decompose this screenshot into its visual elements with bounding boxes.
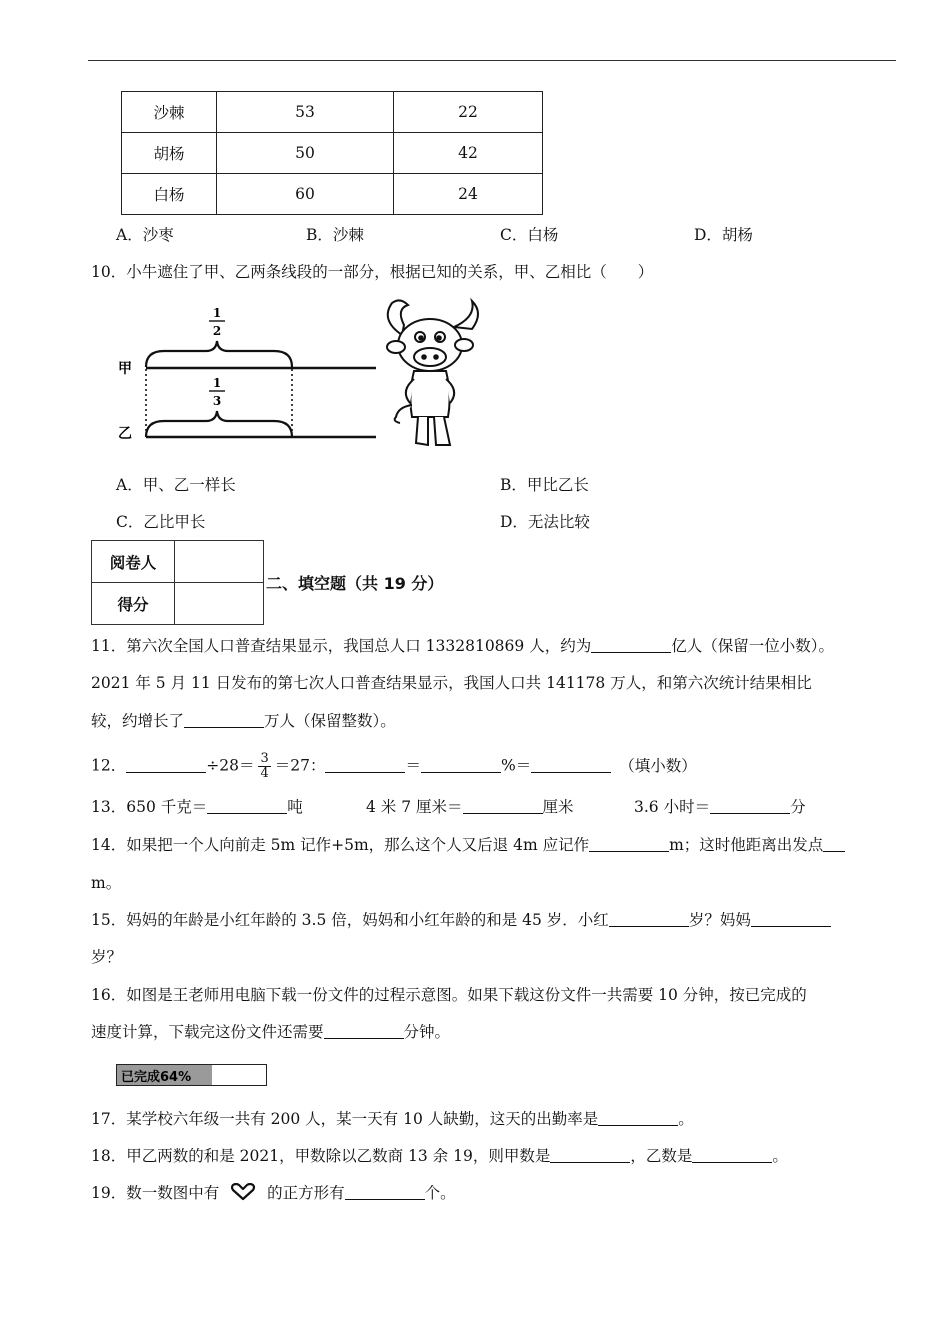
answer-blank[interactable] — [589, 835, 669, 852]
q13-text: 吨 — [287, 798, 303, 816]
q18-text: ，乙数是 — [630, 1147, 693, 1165]
answer-blank[interactable] — [823, 835, 845, 852]
q11-text: 较，约增长了 — [91, 712, 185, 730]
q12-text: ＝27： — [274, 756, 326, 775]
table-cell-value-b: 22 — [394, 92, 543, 133]
table-cell-name: 胡杨 — [122, 133, 217, 174]
answer-blank[interactable] — [591, 636, 671, 653]
answer-blank[interactable] — [710, 797, 790, 814]
q13-text: 4 米 7 厘米＝ — [366, 798, 463, 816]
q10-option-c[interactable]: C．乙比甲长 — [116, 513, 206, 531]
progress-label: 已完成64% — [121, 1070, 192, 1085]
brace-bottom — [146, 411, 292, 437]
answer-blank[interactable] — [421, 756, 501, 773]
q17-line — [91, 1108, 694, 1130]
header-rule — [88, 60, 896, 61]
answer-blank[interactable] — [345, 1183, 425, 1200]
q19-line — [91, 1182, 456, 1204]
q14-line2: m。 — [91, 874, 122, 892]
q19-text: 个。 — [424, 1184, 456, 1202]
table-row — [122, 133, 543, 174]
table-cell-value-a: 60 — [217, 174, 394, 215]
q16-line2 — [91, 1021, 450, 1043]
q10-option-d[interactable]: D．无法比较 — [500, 513, 590, 531]
section-title: 二、填空题（共 19 分） — [266, 574, 444, 593]
q9-option-c[interactable]: C．白杨 — [500, 226, 559, 244]
q11-text: 11．第六次全国人口普查结果显示，我国总人口 1332810869 人，约为 — [91, 637, 592, 655]
q12-text: %＝ — [500, 756, 532, 775]
answer-blank[interactable] — [550, 1146, 630, 1163]
tree-data-table — [121, 91, 543, 215]
q19-text: 19．数一数图中有 — [91, 1184, 220, 1202]
q16-text: 分钟。 — [403, 1023, 451, 1041]
q16-text: 速度计算，下载完这份文件还需要 — [91, 1023, 324, 1041]
answer-blank[interactable] — [324, 1022, 404, 1039]
answer-blank[interactable] — [598, 1109, 678, 1126]
q11-line1 — [91, 635, 834, 657]
q12-text: ＝ — [405, 756, 421, 775]
q13-part-c — [634, 796, 806, 818]
q13-part-b — [366, 796, 574, 818]
bull-illustration — [387, 300, 478, 445]
answer-blank[interactable] — [207, 797, 287, 814]
q18-text: 。 — [772, 1147, 788, 1165]
reviewer-label: 阅卷人 — [92, 541, 175, 583]
q9-option-d[interactable]: D．胡杨 — [694, 226, 753, 244]
q19-text: 的正方形有 — [267, 1184, 345, 1202]
q13-text: 3.6 小时＝ — [634, 798, 711, 816]
frac-den: 4 — [260, 766, 269, 781]
table-cell-value-a: 53 — [217, 92, 394, 133]
q9-option-b[interactable]: B．沙棘 — [306, 226, 364, 244]
score-field[interactable] — [175, 583, 264, 625]
q18-line — [91, 1145, 788, 1167]
table-cell-name: 沙棘 — [122, 92, 217, 133]
answer-blank[interactable] — [325, 756, 405, 773]
q12-text: （填小数） — [619, 756, 697, 775]
q14-text: m；这时他距离出发点 — [669, 836, 824, 854]
q11-line2: 2021 年 5 月 11 日发布的第七次人口普查结果显示，我国人口共 141178 万人，和第六次统计结果相比 — [91, 674, 812, 692]
q15-line1 — [91, 909, 831, 931]
q12-text: ÷28＝ — [206, 756, 255, 775]
answer-blank[interactable] — [184, 711, 264, 728]
q18-text: 18．甲乙两数的和是 2021，甲数除以乙数商 13 余 19，则甲数是 — [91, 1147, 551, 1165]
q13-part-a — [91, 796, 303, 818]
table-cell-value-b: 42 — [394, 133, 543, 174]
table-cell-value-b: 24 — [394, 174, 543, 215]
heart-shape-icon — [230, 1183, 256, 1201]
table-cell-name: 白杨 — [122, 174, 217, 215]
answer-blank[interactable] — [531, 756, 611, 773]
q13-text: 13．650 千克＝ — [91, 798, 208, 816]
q9-option-a[interactable]: A．沙枣 — [116, 226, 174, 244]
reviewer-field[interactable] — [175, 541, 264, 583]
table-row — [122, 174, 543, 215]
q11-text: 亿人（保留一位小数）。 — [671, 637, 834, 655]
q11-text: 万人（保留整数）。 — [264, 712, 396, 730]
q12-line — [91, 752, 697, 781]
q13-text: 分 — [790, 798, 806, 816]
brace-top — [146, 341, 292, 367]
frac-top-den: 2 — [212, 324, 222, 338]
frac-top-num: 1 — [212, 306, 222, 320]
frac-bot-num: 1 — [212, 376, 222, 390]
label-jia: 甲 — [118, 361, 132, 377]
answer-blank[interactable] — [692, 1146, 772, 1163]
q14-text: 14．如果把一个人向前走 5m 记作+5m，那么这个人又后退 4m 应记作 — [91, 836, 590, 854]
q10-option-a[interactable]: A．甲、乙一样长 — [116, 476, 236, 494]
frac-num: 3 — [260, 751, 269, 766]
q15-text: 岁？妈妈 — [688, 911, 751, 929]
q10-figure — [110, 295, 480, 460]
q15-line2: 岁？ — [91, 948, 123, 966]
table-cell-value-a: 50 — [217, 133, 394, 174]
label-yi: 乙 — [118, 426, 132, 442]
table-row — [122, 92, 543, 133]
q13-text: 厘米 — [542, 798, 574, 816]
grader-box — [91, 540, 264, 625]
q17-text: 。 — [678, 1110, 694, 1128]
score-label: 得分 — [92, 583, 175, 625]
q11-line3 — [91, 710, 396, 732]
q10-option-b[interactable]: B．甲比乙长 — [500, 476, 589, 494]
answer-blank[interactable] — [463, 797, 543, 814]
download-progress-bar — [116, 1064, 267, 1086]
answer-blank[interactable] — [609, 910, 689, 927]
answer-blank[interactable] — [751, 910, 831, 927]
fraction-three-quarters — [258, 752, 270, 781]
q16-line1: 16．如图是王老师用电脑下载一份文件的过程示意图。如果下载这份文件一共需要 10 分钟，按已完成的 — [91, 986, 807, 1004]
q14-line1 — [91, 834, 845, 856]
q15-text: 15．妈妈的年龄是小红年龄的 3.5 倍，妈妈和小红年龄的和是 45 岁．小红 — [91, 911, 609, 929]
answer-blank[interactable] — [126, 756, 206, 773]
frac-bot-den: 3 — [212, 394, 222, 408]
q10-stem: 10．小牛遮住了甲、乙两条线段的一部分，根据已知的关系，甲、乙相比（ ） — [91, 263, 654, 281]
q17-text: 17．某学校六年级一共有 200 人，某一天有 10 人缺勤，这天的出勤率是 — [91, 1110, 599, 1128]
q12-number: 12． — [91, 756, 127, 775]
